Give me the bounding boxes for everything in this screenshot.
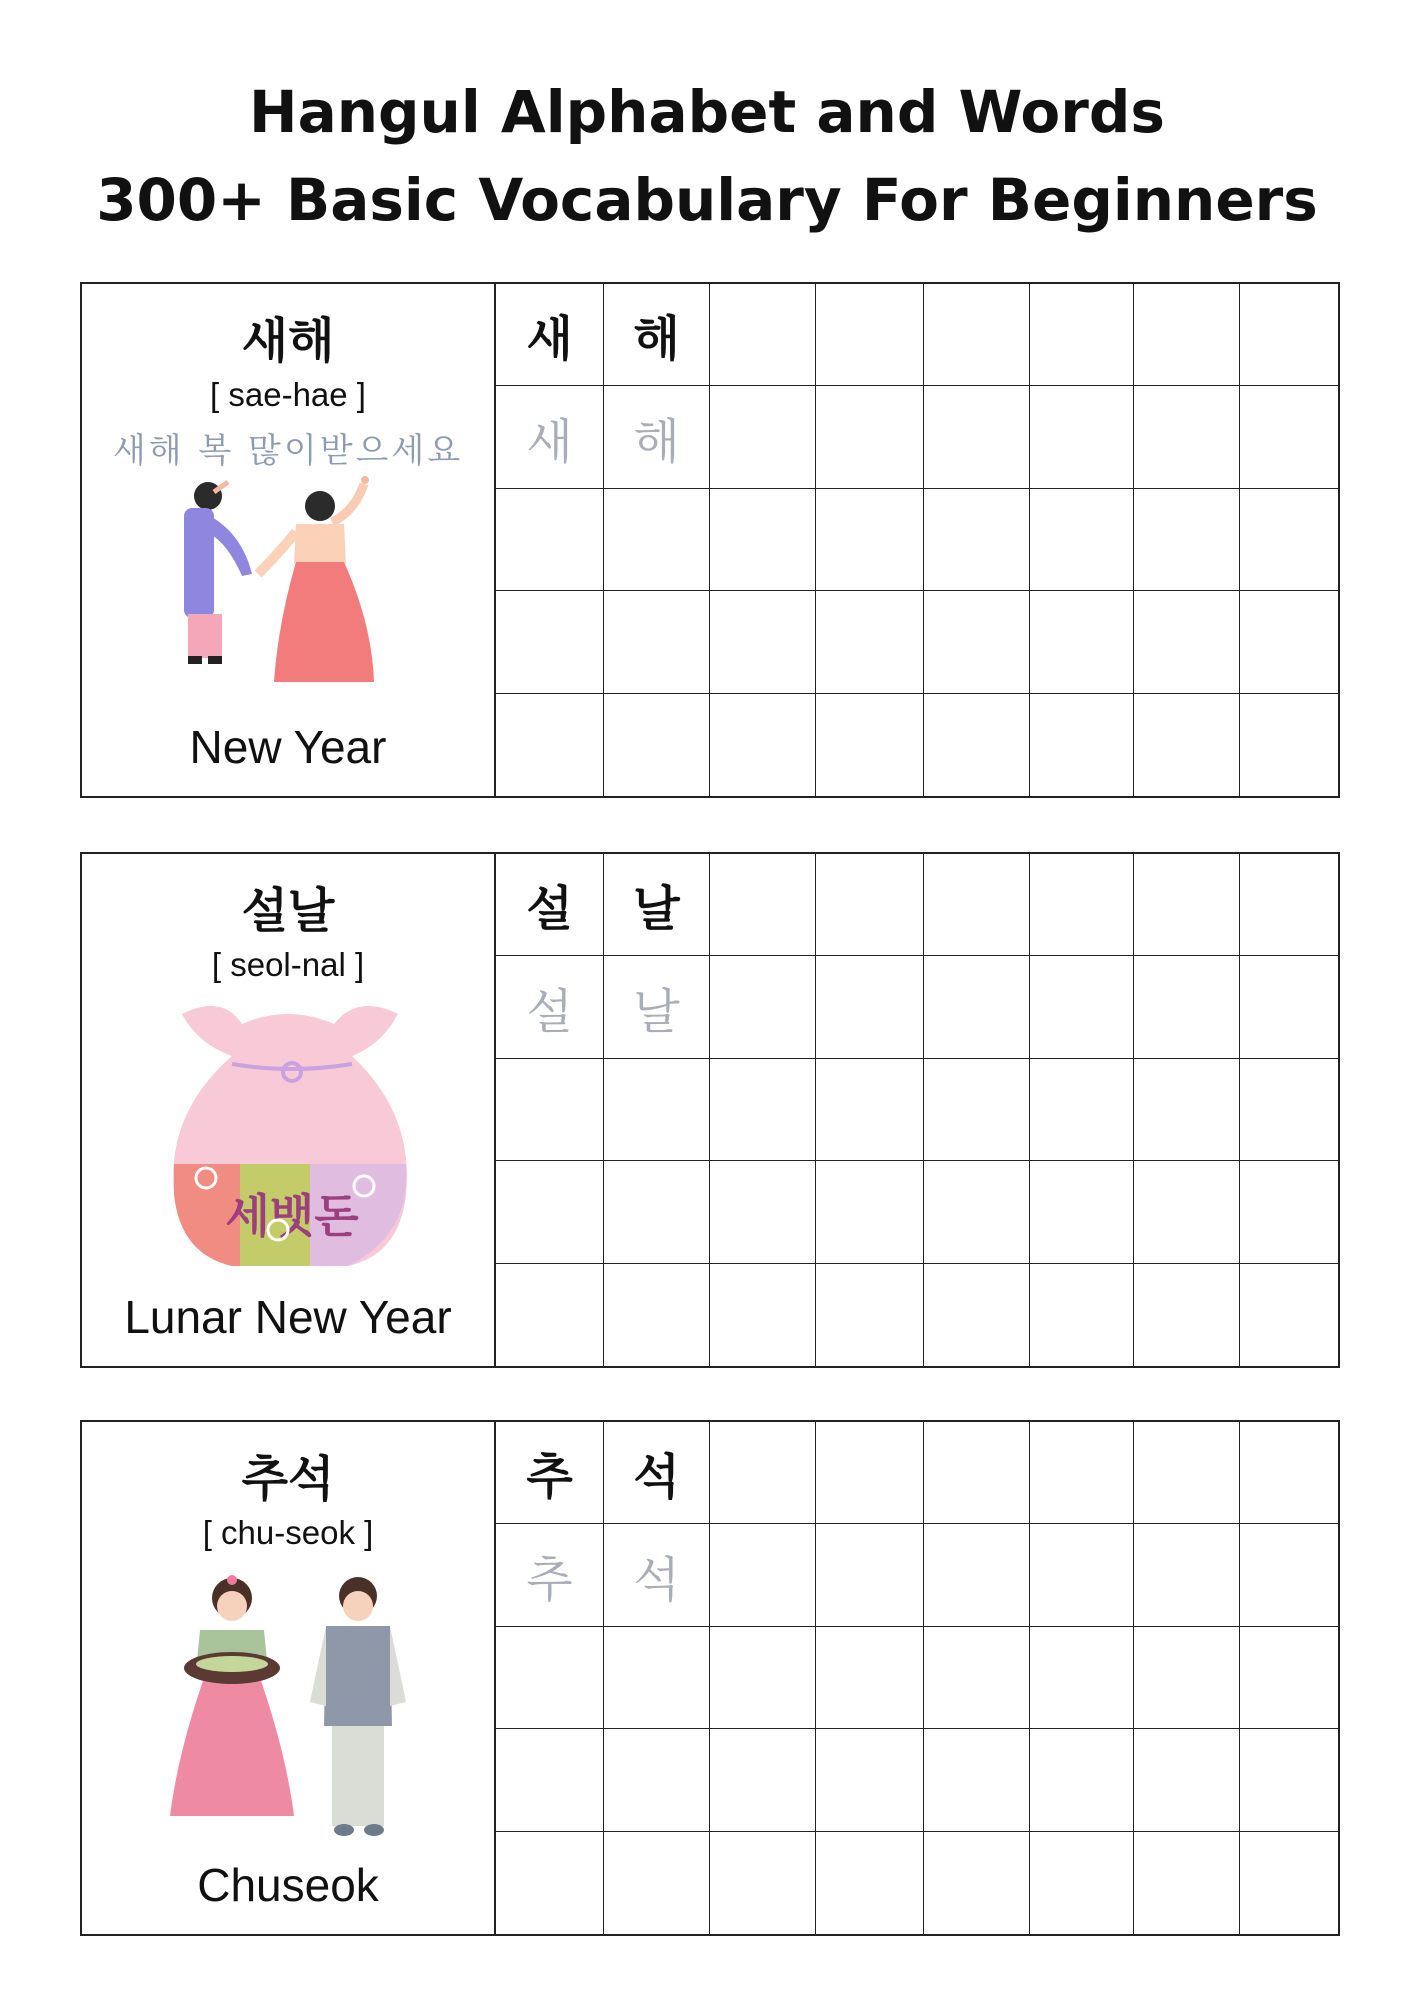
- practice-cell[interactable]: [710, 1422, 816, 1524]
- practice-cell[interactable]: [1240, 694, 1338, 796]
- practice-cell[interactable]: [924, 1422, 1030, 1524]
- trace-syllable: 날: [604, 956, 710, 1058]
- practice-cell[interactable]: [604, 1059, 710, 1161]
- page-title: [0, 68, 1414, 244]
- practice-cell[interactable]: [1030, 284, 1134, 386]
- practice-cell[interactable]: [496, 1832, 604, 1934]
- model-syllable: 설: [496, 854, 604, 956]
- practice-cell[interactable]: [1030, 1524, 1134, 1626]
- practice-grid: [496, 854, 1338, 1366]
- vocab-card-new-year: [80, 282, 1340, 798]
- practice-cell[interactable]: [1030, 1264, 1134, 1366]
- practice-cell[interactable]: [1240, 1524, 1338, 1626]
- word-romanization: [ chu-seok ]: [202, 1514, 374, 1551]
- practice-cell[interactable]: [1240, 854, 1338, 956]
- practice-cell[interactable]: [1240, 1422, 1338, 1524]
- practice-cell[interactable]: [924, 1832, 1030, 1934]
- practice-cell[interactable]: [1134, 1161, 1240, 1263]
- practice-cell[interactable]: [816, 694, 924, 796]
- practice-cell[interactable]: [816, 1832, 924, 1934]
- vocab-card-chuseok: [80, 1420, 1340, 1936]
- practice-cell[interactable]: [710, 956, 816, 1058]
- trace-syllable: 설: [496, 956, 604, 1058]
- word-panel: [82, 854, 496, 1366]
- practice-cell[interactable]: [924, 694, 1030, 796]
- practice-cell[interactable]: [604, 694, 710, 796]
- practice-cell[interactable]: [710, 1627, 816, 1729]
- practice-cell[interactable]: [710, 489, 816, 591]
- practice-cell[interactable]: [1240, 1059, 1338, 1161]
- title-line-2: 300+ Basic Vocabulary For Beginners: [96, 166, 1318, 234]
- practice-cell[interactable]: [1134, 386, 1240, 488]
- practice-cell[interactable]: [816, 489, 924, 591]
- practice-cell[interactable]: [1134, 1832, 1240, 1934]
- practice-cell[interactable]: [1134, 956, 1240, 1058]
- practice-cell[interactable]: [924, 591, 1030, 693]
- couple-with-songpyeon-icon: [82, 1562, 494, 1862]
- word-romanization: [ sae-hae ]: [210, 376, 366, 413]
- practice-cell[interactable]: [710, 694, 816, 796]
- word-korean: 추석: [241, 1451, 335, 1507]
- practice-cell[interactable]: [924, 489, 1030, 591]
- practice-cell[interactable]: [1134, 1627, 1240, 1729]
- trace-syllable: 해: [604, 386, 710, 488]
- practice-cell[interactable]: [1030, 591, 1134, 693]
- practice-cell[interactable]: [1134, 1729, 1240, 1831]
- practice-cell[interactable]: [604, 1264, 710, 1366]
- word-english: Chuseok: [197, 1859, 379, 1911]
- practice-cell[interactable]: [1030, 1161, 1134, 1263]
- practice-grid: [496, 1422, 1338, 1934]
- couple-in-hanbok-pointing-icon: [82, 424, 494, 724]
- practice-cell[interactable]: [1030, 1627, 1134, 1729]
- practice-cell[interactable]: [924, 1059, 1030, 1161]
- practice-cell[interactable]: [924, 284, 1030, 386]
- vocab-card-lunar-new-year: [80, 852, 1340, 1368]
- practice-cell[interactable]: [710, 591, 816, 693]
- word-korean: 설날: [241, 883, 335, 939]
- practice-cell[interactable]: [816, 1627, 924, 1729]
- word-english: New Year: [189, 721, 387, 773]
- practice-cell[interactable]: [1134, 284, 1240, 386]
- pouch-text: 세뱃돈: [225, 1189, 359, 1243]
- practice-cell[interactable]: [924, 956, 1030, 1058]
- model-syllable: 새: [496, 284, 604, 386]
- practice-cell[interactable]: [710, 1264, 816, 1366]
- practice-cell[interactable]: [1134, 694, 1240, 796]
- practice-cell[interactable]: [816, 956, 924, 1058]
- practice-cell[interactable]: [496, 591, 604, 693]
- practice-cell[interactable]: [604, 1627, 710, 1729]
- practice-cell[interactable]: [1240, 386, 1338, 488]
- practice-cell[interactable]: [1134, 591, 1240, 693]
- title-line-1: Hangul Alphabet and Words: [249, 78, 1165, 146]
- practice-cell[interactable]: [710, 1832, 816, 1934]
- practice-cell[interactable]: [1134, 1264, 1240, 1366]
- practice-cell[interactable]: [496, 1161, 604, 1263]
- practice-cell[interactable]: [924, 1524, 1030, 1626]
- word-english: Lunar New Year: [124, 1291, 452, 1343]
- practice-cell[interactable]: [1134, 1524, 1240, 1626]
- practice-cell[interactable]: [496, 1627, 604, 1729]
- practice-cell[interactable]: [496, 489, 604, 591]
- practice-cell[interactable]: [710, 1524, 816, 1626]
- practice-cell[interactable]: [924, 1729, 1030, 1831]
- practice-cell[interactable]: [604, 489, 710, 591]
- practice-cell[interactable]: [816, 1422, 924, 1524]
- word-romanization: [ seol-nal ]: [211, 946, 365, 983]
- lucky-pouch-icon: [82, 994, 494, 1294]
- greeting-text: 새해 복 많이받으세요: [112, 431, 464, 471]
- practice-cell[interactable]: [816, 386, 924, 488]
- practice-cell[interactable]: [816, 1729, 924, 1831]
- practice-cell[interactable]: [1030, 694, 1134, 796]
- trace-syllable: 추: [496, 1524, 604, 1626]
- practice-cell[interactable]: [924, 1161, 1030, 1263]
- practice-cell[interactable]: [1030, 1422, 1134, 1524]
- practice-cell[interactable]: [496, 1059, 604, 1161]
- practice-cell[interactable]: [1134, 1422, 1240, 1524]
- practice-cell[interactable]: [816, 1161, 924, 1263]
- practice-cell[interactable]: [710, 1059, 816, 1161]
- model-syllable: 해: [604, 284, 710, 386]
- practice-cell[interactable]: [1134, 854, 1240, 956]
- practice-cell[interactable]: [1240, 1729, 1338, 1831]
- model-syllable: 석: [604, 1422, 710, 1524]
- practice-cell[interactable]: [1030, 489, 1134, 591]
- trace-syllable: 석: [604, 1524, 710, 1626]
- practice-cell[interactable]: [496, 1729, 604, 1831]
- practice-cell[interactable]: [924, 854, 1030, 956]
- practice-cell[interactable]: [1134, 489, 1240, 591]
- practice-grid: [496, 284, 1338, 796]
- practice-cell[interactable]: [496, 1264, 604, 1366]
- practice-cell[interactable]: [1030, 1729, 1134, 1831]
- practice-cell[interactable]: [1240, 1832, 1338, 1934]
- practice-cell[interactable]: [1240, 591, 1338, 693]
- practice-cell[interactable]: [1240, 1627, 1338, 1729]
- practice-cell[interactable]: [924, 1264, 1030, 1366]
- practice-cell[interactable]: [604, 1832, 710, 1934]
- practice-cell[interactable]: [604, 1161, 710, 1263]
- practice-cell[interactable]: [816, 1524, 924, 1626]
- practice-cell[interactable]: [816, 591, 924, 693]
- practice-cell[interactable]: [710, 854, 816, 956]
- word-panel: [82, 1422, 496, 1934]
- practice-cell[interactable]: [1030, 854, 1134, 956]
- model-syllable: 날: [604, 854, 710, 956]
- trace-syllable: 새: [496, 386, 604, 488]
- practice-cell[interactable]: [1030, 1059, 1134, 1161]
- practice-cell[interactable]: [816, 284, 924, 386]
- practice-cell[interactable]: [604, 1729, 710, 1831]
- practice-cell[interactable]: [1134, 1059, 1240, 1161]
- practice-cell[interactable]: [1030, 1832, 1134, 1934]
- practice-cell[interactable]: [924, 1627, 1030, 1729]
- practice-cell[interactable]: [1240, 956, 1338, 1058]
- practice-cell[interactable]: [816, 854, 924, 956]
- practice-cell[interactable]: [710, 1729, 816, 1831]
- practice-cell[interactable]: [604, 591, 710, 693]
- practice-cell[interactable]: [496, 694, 604, 796]
- practice-cell[interactable]: [1240, 1264, 1338, 1366]
- practice-cell[interactable]: [1240, 1161, 1338, 1263]
- model-syllable: 추: [496, 1422, 604, 1524]
- practice-cell[interactable]: [816, 1059, 924, 1161]
- practice-cell[interactable]: [816, 1264, 924, 1366]
- practice-cell[interactable]: [710, 1161, 816, 1263]
- practice-cell[interactable]: [1240, 489, 1338, 591]
- word-korean: 새해: [241, 313, 335, 369]
- practice-cell[interactable]: [1030, 956, 1134, 1058]
- practice-cell[interactable]: [1030, 386, 1134, 488]
- practice-cell[interactable]: [710, 386, 816, 488]
- practice-cell[interactable]: [710, 284, 816, 386]
- practice-cell[interactable]: [1240, 284, 1338, 386]
- word-panel: [82, 284, 496, 796]
- practice-cell[interactable]: [924, 386, 1030, 488]
